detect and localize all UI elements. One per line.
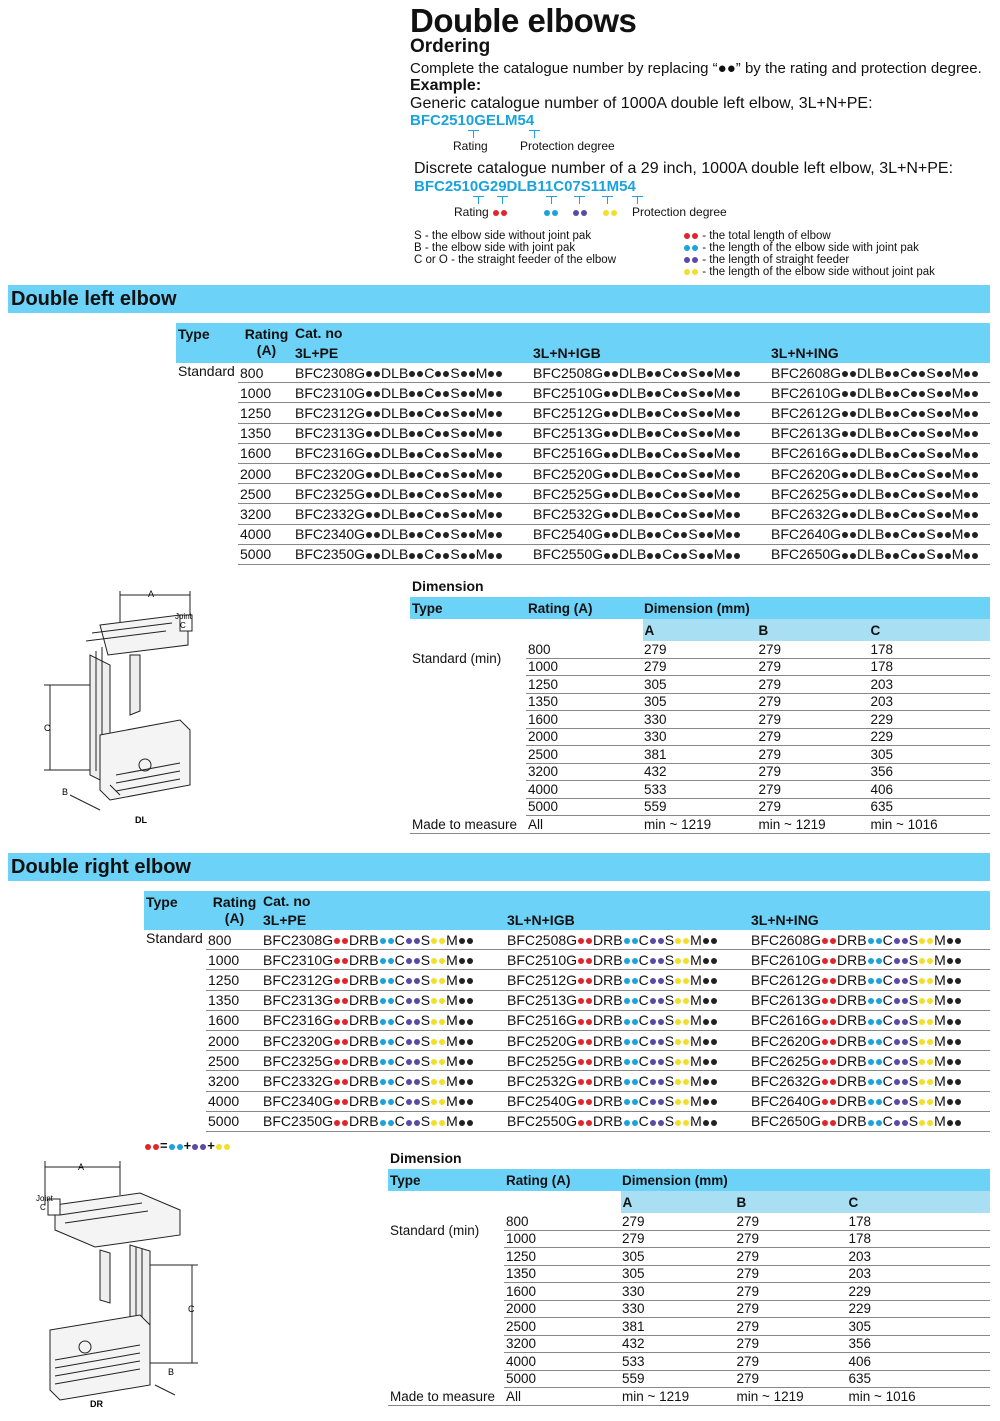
catalogue-number-cell: BFC2632G DLB C S M: [769, 504, 990, 524]
rating-cell: 5000: [526, 798, 642, 816]
catalogue-number-cell: BFC2313G DRB C S M: [261, 990, 505, 1010]
dim-a-cell: 279: [642, 641, 757, 658]
catalogue-number-cell: BFC2512G DRB C S M: [505, 970, 749, 990]
col-header-rating: Rating (A): [206, 891, 261, 930]
discrete-marker-protection: [637, 196, 638, 204]
dim-c-cell: 356: [869, 763, 991, 781]
dim-b-cell: 279: [735, 1318, 847, 1336]
dim-b-cell: 279: [735, 1265, 847, 1283]
made-to-measure-label: Made to measure: [410, 816, 526, 834]
col-header-rating: Rating (A): [238, 323, 293, 363]
catalogue-table-left: [176, 323, 990, 565]
dim-b-cell: min ~ 1219: [735, 1388, 847, 1406]
dim-b-label: B: [168, 1367, 175, 1377]
dim-a-cell: 305: [620, 1265, 735, 1283]
joint-label: Joint: [36, 1194, 53, 1203]
rating-marker: [473, 130, 474, 138]
generic-description: Generic catalogue number of 1000A double left elbow, 3L+N+PE:: [410, 95, 873, 112]
dim-b-cell: 279: [757, 728, 869, 746]
dim-c-cell: 305: [847, 1318, 991, 1336]
section-title-left: Double left elbow: [8, 285, 990, 313]
dot-formula: = + +: [144, 1137, 231, 1154]
catalogue-number-cell: BFC2532G DLB C S M: [531, 504, 769, 524]
table-row: [144, 1030, 990, 1050]
dim-a-cell: 305: [642, 676, 757, 694]
generic-code: BFC2510GELM54: [410, 112, 535, 129]
table-row: [144, 1051, 990, 1071]
dimension-table-left: [410, 597, 990, 834]
dim-col-rating: Rating (A): [528, 600, 593, 616]
type-cell: Standard: [146, 930, 203, 946]
dim-b-cell: 279: [735, 1248, 847, 1266]
catalogue-number-cell: BFC2550G DRB C S M: [505, 1111, 749, 1131]
dim-c-cell: 229: [869, 711, 991, 729]
rating-cell: 800: [526, 641, 642, 658]
double-right-elbow-diagram: [30, 1155, 210, 1410]
catalogue-number-cell: BFC2325G DRB C S M: [261, 1051, 505, 1071]
col-header-3lning: 3L+N+ING: [769, 343, 990, 363]
col-header-catno: Cat. no: [293, 323, 990, 343]
legend-left: [414, 230, 616, 266]
discrete-description: Discrete catalogue number of a 29 inch, 1000A double left elbow, 3L+N+PE:: [414, 160, 954, 177]
catalogue-number-cell: BFC2508G DRB C S M: [505, 930, 749, 950]
catalogue-number-cell: BFC2620G DRB C S M: [749, 1030, 990, 1050]
catalogue-number-cell: BFC2332G DLB C S M: [293, 504, 531, 524]
catalogue-number-cell: BFC2316G DLB C S M: [293, 443, 531, 463]
catalogue-number-cell: BFC2340G DLB C S M: [293, 524, 531, 544]
dim-col-c: C: [869, 619, 991, 641]
catalogue-number-cell: BFC2510G DLB C S M: [531, 383, 769, 403]
dim-col-mm: Dimension (mm): [644, 600, 750, 616]
dim-col-type: Type: [412, 600, 443, 616]
dim-c-cell: 229: [869, 728, 991, 746]
dim-col-type: Type: [390, 1172, 421, 1188]
rating-cell: 2500: [206, 1051, 261, 1071]
intro-text: Complete the catalogue number by replacing “●●” by the rating and protection degree.: [410, 60, 982, 77]
dim-c-cell: 203: [847, 1248, 991, 1266]
table-row: [144, 970, 990, 990]
catalogue-number-cell: BFC2608G DRB C S M: [749, 930, 990, 950]
catalogue-number-cell: BFC2616G DRB C S M: [749, 1010, 990, 1030]
generic-protection-label: Protection degree: [520, 139, 615, 153]
dim-a-label: A: [148, 589, 155, 599]
catalogue-number-cell: BFC2610G DLB C S M: [769, 383, 990, 403]
dimension-title-right: Dimension: [390, 1150, 462, 1166]
page-title: Double elbows: [410, 2, 637, 39]
legend-item: - the length of the elbow side without joint pak: [683, 266, 935, 278]
dim-a-cell: 559: [642, 798, 757, 816]
rating-cell: 1000: [206, 950, 261, 970]
table-row: [410, 816, 990, 834]
table-row: [144, 1010, 990, 1030]
col-header-3lnigb: 3L+N+IGB: [505, 910, 749, 930]
catalogue-table-right: [144, 891, 990, 1132]
col-header-3lnigb: 3L+N+IGB: [531, 343, 769, 363]
rating-cell: 2000: [526, 728, 642, 746]
dim-a-cell: 279: [620, 1230, 735, 1248]
rating-cell: 4000: [238, 524, 293, 544]
dim-col-a: A: [642, 619, 757, 641]
dimension-title-left: Dimension: [412, 578, 484, 594]
rating-cell: 5000: [238, 544, 293, 564]
catalogue-number-cell: BFC2513G DLB C S M: [531, 423, 769, 443]
dim-b-cell: 279: [757, 676, 869, 694]
dim-c-cell: 178: [847, 1213, 991, 1230]
catalogue-number-cell: BFC2613G DLB C S M: [769, 423, 990, 443]
dim-b-cell: 279: [757, 693, 869, 711]
dim-c-cell: 356: [847, 1335, 991, 1353]
dim-b-cell: 279: [735, 1230, 847, 1248]
dim-b-cell: 279: [757, 658, 869, 676]
dim-a-cell: min ~ 1219: [642, 816, 757, 834]
dim-c-cell: min ~ 1016: [869, 816, 991, 834]
legend-item: - the length of straight feeder: [683, 254, 935, 266]
dim-c-cell: 305: [869, 746, 991, 764]
diagram-code-dr: DR: [90, 1399, 103, 1409]
table-row: [176, 383, 990, 403]
dim-col-b: B: [735, 1191, 847, 1213]
catalogue-number-cell: BFC2312G DRB C S M: [261, 970, 505, 990]
rating-cell: 4000: [206, 1091, 261, 1111]
catalogue-number-cell: BFC2625G DLB C S M: [769, 484, 990, 504]
col-header-type: Type: [144, 891, 206, 930]
dim-a-cell: 330: [642, 728, 757, 746]
rating-cell: 5000: [504, 1370, 620, 1388]
table-row: [176, 443, 990, 463]
dim-b-cell: 279: [735, 1335, 847, 1353]
dim-b-cell: 279: [735, 1213, 847, 1230]
table-row: [176, 504, 990, 524]
dim-b-cell: 279: [735, 1300, 847, 1318]
example-label: Example:: [410, 77, 482, 94]
rating-cell: 4000: [504, 1353, 620, 1371]
discrete-rating-label: Rating: [454, 204, 508, 221]
catalogue-number-cell: BFC2316G DRB C S M: [261, 1010, 505, 1030]
catalogue-number-cell: BFC2610G DRB C S M: [749, 950, 990, 970]
table-row: [144, 1111, 990, 1131]
discrete-dots: [543, 204, 618, 221]
table-row: [176, 484, 990, 504]
catalogue-number-cell: BFC2320G DLB C S M: [293, 463, 531, 483]
dim-b-cell: 279: [757, 798, 869, 816]
dim-a-cell: 432: [642, 763, 757, 781]
dim-a-cell: 330: [620, 1300, 735, 1318]
dim-c-cell: 406: [869, 781, 991, 799]
catalogue-number-cell: BFC2540G DLB C S M: [531, 524, 769, 544]
rating-cell: 2500: [504, 1318, 620, 1336]
rating-cell: 1000: [504, 1230, 620, 1248]
dim-a-cell: 330: [642, 711, 757, 729]
catalogue-number-cell: BFC2332G DRB C S M: [261, 1071, 505, 1091]
dim-b-cell: 279: [757, 641, 869, 658]
dim-b-cell: 279: [757, 763, 869, 781]
catalogue-number-cell: BFC2650G DLB C S M: [769, 544, 990, 564]
dim-b-cell: 279: [735, 1283, 847, 1301]
dim-a-label: A: [78, 1162, 85, 1172]
rating-cell: 1250: [526, 676, 642, 694]
discrete-marker-total: [502, 196, 503, 204]
rating-cell: 1250: [504, 1248, 620, 1266]
discrete-code: BFC2510G29DLB11C07S11M54: [414, 178, 636, 195]
catalogue-number-cell: BFC2510G DRB C S M: [505, 950, 749, 970]
diagram-code-dl: DL: [135, 815, 147, 825]
catalogue-number-cell: BFC2308G DLB C S M: [293, 363, 531, 383]
dimension-table-right: [388, 1169, 990, 1406]
rating-cell: 3200: [526, 763, 642, 781]
catalogue-number-cell: BFC2312G DLB C S M: [293, 403, 531, 423]
rating-cell: 1600: [206, 1010, 261, 1030]
dim-a-cell: 279: [620, 1213, 735, 1230]
table-row: [144, 1091, 990, 1111]
rating-cell: 1350: [238, 423, 293, 443]
catalogue-number-cell: BFC2350G DLB C S M: [293, 544, 531, 564]
rating-cell: 2500: [526, 746, 642, 764]
double-left-elbow-diagram: [30, 585, 210, 830]
catalogue-number-cell: BFC2640G DLB C S M: [769, 524, 990, 544]
legend-item: - the length of the elbow side with joint pak: [683, 242, 935, 254]
catalogue-number-cell: BFC2640G DRB C S M: [749, 1091, 990, 1111]
rating-cell: 2000: [238, 463, 293, 483]
rating-cell: 1350: [504, 1265, 620, 1283]
discrete-marker-rating: [478, 196, 479, 204]
rating-cell: 1250: [206, 970, 261, 990]
legend-item: B - the elbow side with joint pak: [414, 242, 576, 254]
catalogue-number-cell: BFC2340G DRB C S M: [261, 1091, 505, 1111]
rating-cell: 1000: [526, 658, 642, 676]
catalogue-number-cell: BFC2308G DRB C S M: [261, 930, 505, 950]
rating-cell: 1600: [504, 1283, 620, 1301]
dim-a-cell: 533: [642, 781, 757, 799]
rating-cell: All: [526, 816, 642, 834]
legend-item: S - the elbow side without joint pak: [414, 230, 592, 242]
dim-a-cell: 381: [620, 1318, 735, 1336]
dim-a-cell: 559: [620, 1370, 735, 1388]
table-row: [176, 544, 990, 564]
dim-c-cell: 178: [847, 1230, 991, 1248]
dim-c-cell: 229: [847, 1283, 991, 1301]
catalogue-number-cell: BFC2620G DLB C S M: [769, 463, 990, 483]
dim-c-label: C: [44, 723, 51, 733]
catalogue-number-cell: BFC2513G DRB C S M: [505, 990, 749, 1010]
discrete-marker-nojointside: [607, 196, 608, 204]
legend-right: [683, 230, 935, 278]
catalogue-number-cell: BFC2632G DRB C S M: [749, 1071, 990, 1091]
catalogue-number-cell: BFC2616G DLB C S M: [769, 443, 990, 463]
catalogue-number-cell: BFC2512G DLB C S M: [531, 403, 769, 423]
col-header-3lpe: 3L+PE: [261, 910, 505, 930]
catalogue-number-cell: BFC2313G DLB C S M: [293, 423, 531, 443]
dim-col-a: A: [620, 1191, 735, 1213]
dim-b-cell: 279: [735, 1353, 847, 1371]
catalogue-number-cell: BFC2540G DRB C S M: [505, 1091, 749, 1111]
dim-a-cell: 279: [642, 658, 757, 676]
dim-b-cell: 279: [757, 781, 869, 799]
dim-col-c: C: [847, 1191, 991, 1213]
catalogue-number-cell: BFC2310G DLB C S M: [293, 383, 531, 403]
generic-rating-label: Rating: [453, 139, 488, 153]
rating-cell: 1600: [238, 443, 293, 463]
dim-b-label: B: [62, 787, 69, 797]
dim-a-cell: 533: [620, 1353, 735, 1371]
dim-a-cell: min ~ 1219: [620, 1388, 735, 1406]
dim-a-cell: 305: [620, 1248, 735, 1266]
dim-c-cell: 635: [847, 1370, 991, 1388]
dim-a-cell: 305: [642, 693, 757, 711]
catalogue-number-cell: BFC2350G DRB C S M: [261, 1111, 505, 1131]
dim-b-cell: min ~ 1219: [757, 816, 869, 834]
catalogue-number-cell: BFC2625G DRB C S M: [749, 1051, 990, 1071]
dim-b-cell: 279: [757, 711, 869, 729]
dim-a-cell: 330: [620, 1283, 735, 1301]
rating-cell: 1250: [238, 403, 293, 423]
catalogue-number-cell: BFC2320G DRB C S M: [261, 1030, 505, 1050]
rating-cell: 1350: [206, 990, 261, 1010]
joint-cl-label: C: [40, 1203, 46, 1212]
table-row: [176, 403, 990, 423]
table-row: [144, 930, 990, 950]
joint-label: Joint: [175, 612, 192, 621]
col-header-3lning: 3L+N+ING: [749, 910, 990, 930]
catalogue-number-cell: BFC2508G DLB C S M: [531, 363, 769, 383]
dim-c-cell: 203: [847, 1265, 991, 1283]
rating-cell: 2000: [504, 1300, 620, 1318]
table-row: [388, 1213, 990, 1230]
ordering-heading: Ordering: [410, 36, 491, 57]
dim-c-cell: 406: [847, 1353, 991, 1371]
dim-c-cell: 229: [847, 1300, 991, 1318]
dim-c-cell: 203: [869, 676, 991, 694]
legend-item: - the total length of elbow: [683, 230, 935, 242]
rating-cell: 800: [206, 930, 261, 950]
dim-c-cell: 178: [869, 641, 991, 658]
dim-c-cell: 203: [869, 693, 991, 711]
rating-cell: 3200: [504, 1335, 620, 1353]
catalogue-number-cell: BFC2612G DRB C S M: [749, 970, 990, 990]
dim-c-cell: 178: [869, 658, 991, 676]
rating-cell: 2000: [206, 1030, 261, 1050]
rating-cell: 3200: [238, 504, 293, 524]
rating-cell: 5000: [206, 1111, 261, 1131]
catalogue-number-cell: BFC2520G DLB C S M: [531, 463, 769, 483]
catalogue-number-cell: BFC2612G DLB C S M: [769, 403, 990, 423]
discrete-marker-feeder: [579, 196, 580, 204]
col-header-catno: Cat. no: [261, 891, 990, 910]
rating-cell: 4000: [526, 781, 642, 799]
section-title-right: Double right elbow: [8, 853, 990, 881]
rating-cell: 3200: [206, 1071, 261, 1091]
table-row: [176, 363, 990, 383]
catalogue-number-cell: BFC2325G DLB C S M: [293, 484, 531, 504]
catalogue-number-cell: BFC2525G DRB C S M: [505, 1051, 749, 1071]
rating-cell: 800: [504, 1213, 620, 1230]
table-row: [176, 524, 990, 544]
made-to-measure-label: Made to measure: [388, 1388, 504, 1406]
table-row: [144, 990, 990, 1010]
dim-c-label: C: [188, 1304, 195, 1314]
rating-cell: 800: [238, 363, 293, 383]
dim-a-cell: 432: [620, 1335, 735, 1353]
catalogue-number-cell: BFC2516G DRB C S M: [505, 1010, 749, 1030]
rating-cell: All: [504, 1388, 620, 1406]
dim-b-cell: 279: [735, 1370, 847, 1388]
table-row: [144, 950, 990, 970]
table-row: [388, 1388, 990, 1406]
type-cell: Standard: [178, 363, 235, 379]
standard-label-cell: Standard (min): [412, 651, 502, 666]
table-row: [144, 1071, 990, 1091]
rating-cell: 2500: [238, 484, 293, 504]
catalogue-number-cell: BFC2613G DRB C S M: [749, 990, 990, 1010]
catalogue-number-cell: BFC2608G DLB C S M: [769, 363, 990, 383]
standard-label-cell: Standard (min): [390, 1223, 480, 1238]
dim-c-cell: 635: [869, 798, 991, 816]
col-header-type: Type: [176, 323, 238, 363]
rating-cell: 1600: [526, 711, 642, 729]
dim-col-rating: Rating (A): [506, 1172, 571, 1188]
catalogue-number-cell: BFC2525G DLB C S M: [531, 484, 769, 504]
rating-cell: 1350: [526, 693, 642, 711]
col-header-3lpe: 3L+PE: [293, 343, 531, 363]
dim-col-b: B: [757, 619, 869, 641]
dim-col-mm: Dimension (mm): [622, 1172, 728, 1188]
rating-cell: 1000: [238, 383, 293, 403]
protection-marker: [534, 130, 535, 138]
catalogue-number-cell: BFC2550G DLB C S M: [531, 544, 769, 564]
dim-b-cell: 279: [757, 746, 869, 764]
table-row: [410, 641, 990, 658]
discrete-protection-label: Protection degree: [632, 205, 727, 219]
dim-c-cell: min ~ 1016: [847, 1388, 991, 1406]
joint-cl-label: C: [180, 621, 186, 630]
catalogue-number-cell: BFC2650G DRB C S M: [749, 1111, 990, 1131]
legend-item: C or O - the straight feeder of the elbow: [414, 254, 617, 266]
discrete-marker-jointside: [551, 196, 552, 204]
catalogue-number-cell: BFC2310G DRB C S M: [261, 950, 505, 970]
dim-a-cell: 381: [642, 746, 757, 764]
table-row: [176, 463, 990, 483]
table-row: [176, 423, 990, 443]
catalogue-number-cell: BFC2516G DLB C S M: [531, 443, 769, 463]
catalogue-number-cell: BFC2520G DRB C S M: [505, 1030, 749, 1050]
catalogue-number-cell: BFC2532G DRB C S M: [505, 1071, 749, 1091]
